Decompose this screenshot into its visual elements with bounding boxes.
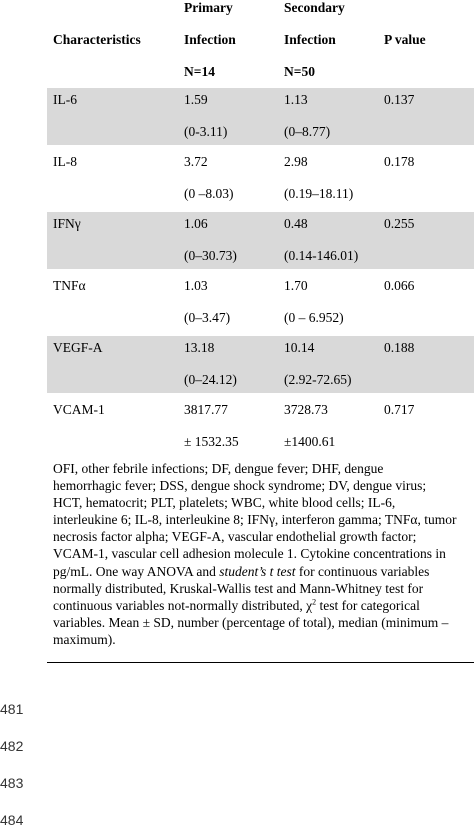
- footnote-line: HCT, hematocrit; PLT, platelets; WBC, white blood cells; IL-6,: [53, 495, 396, 511]
- superscript: 2: [312, 597, 317, 607]
- primary-value: 1.59: [184, 92, 208, 107]
- primary-range: ± 1532.35: [184, 434, 239, 449]
- primary-range: (0–30.73): [184, 248, 237, 263]
- secondary-value: 2.98: [284, 154, 308, 169]
- secondary-value: 10.14: [284, 340, 315, 355]
- secondary-range: ±1400.61: [284, 434, 336, 449]
- footnote-line: hemorrhagic fever; DSS, dengue shock syndrome; DV, dengue virus;: [53, 478, 427, 494]
- primary-value: 1.06: [184, 216, 208, 231]
- footnote-italic-text: student’s t test: [219, 563, 296, 579]
- secondary-value: 1.13: [284, 92, 308, 107]
- primary-value: 3817.77: [184, 402, 228, 417]
- footnote-line: variables. Mean ± SD, number (percentage of total), median (minimum –: [53, 614, 449, 630]
- footnote-line: normally distributed, Kruskal-Wallis test and Mann-Whitney test for: [53, 580, 424, 596]
- table-row: [47, 336, 474, 393]
- secondary-value: 0.48: [284, 216, 308, 231]
- table-row: [47, 88, 474, 145]
- secondary-value: 3728.73: [284, 402, 328, 417]
- line-number: 483: [0, 775, 24, 791]
- footnote-text: test for categorical: [316, 597, 420, 613]
- p-value: 0.066: [384, 278, 415, 293]
- horizontal-rule: [47, 662, 474, 663]
- row-characteristic: IFNγ: [53, 216, 81, 231]
- row-characteristic: VCAM-1: [53, 402, 105, 417]
- secondary-range: (0–8.77): [284, 124, 331, 139]
- footnote-line: interleukine 6; IL-8, interleukine 8; IFNγ, interferon gamma; TNFα, tumor: [53, 512, 457, 528]
- table-footnote: [53, 460, 474, 648]
- footnote-line: [53, 563, 474, 580]
- secondary-value: 1.70: [284, 278, 308, 293]
- secondary-range: (0.19–18.11): [284, 186, 354, 201]
- primary-value: 13.18: [184, 340, 215, 355]
- header-characteristics: Characteristics: [53, 32, 141, 47]
- table-row: [47, 398, 474, 455]
- p-value: 0.717: [384, 402, 415, 417]
- primary-range: (0-3.11): [184, 124, 228, 139]
- table-row: [47, 274, 474, 331]
- p-value: 0.137: [384, 92, 415, 107]
- table-row: [47, 212, 474, 269]
- primary-value: 3.72: [184, 154, 208, 169]
- line-number: 484: [0, 812, 24, 828]
- header-primary-line3: N=14: [184, 64, 215, 79]
- secondary-range: (2.92-72.65): [284, 372, 352, 387]
- footnote-line: [53, 597, 474, 614]
- table-row: [47, 150, 474, 207]
- footnote-text: pg/mL. One way ANOVA and: [53, 563, 216, 579]
- primary-range: (0–3.47): [184, 310, 231, 325]
- header-primary-line2: Infection: [184, 32, 236, 47]
- header-pvalue: P value: [384, 32, 426, 47]
- primary-range: (0–24.12): [184, 372, 237, 387]
- header-primary-line1: Primary: [184, 0, 233, 15]
- line-number: 482: [0, 738, 24, 754]
- primary-range: (0 –8.03): [184, 186, 234, 201]
- row-characteristic: IL-6: [53, 92, 77, 107]
- p-value: 0.255: [384, 216, 415, 231]
- p-value: 0.178: [384, 154, 415, 169]
- footnote-text: for continuous variables: [295, 563, 430, 579]
- footnote-text: continuous variables not-normally distributed, χ: [53, 597, 313, 613]
- primary-value: 1.03: [184, 278, 208, 293]
- row-characteristic: IL-8: [53, 154, 77, 169]
- secondary-range: (0 – 6.952): [284, 310, 344, 325]
- row-characteristic: TNFα: [53, 278, 86, 293]
- header-secondary-line3: N=50: [284, 64, 315, 79]
- line-number: 481: [0, 701, 24, 717]
- p-value: 0.188: [384, 340, 415, 355]
- header-secondary-line1: Secondary: [284, 0, 345, 15]
- footnote-line: maximum).: [53, 631, 116, 647]
- footnote-line: VCAM-1, vascular cell adhesion molecule 1. Cytokine concentrations in: [53, 546, 446, 562]
- footnote-line: necrosis factor alpha; VEGF-A, vascular endothelial growth factor;: [53, 529, 417, 545]
- footnote-line: OFI, other febrile infections; DF, dengue fever; DHF, dengue: [53, 461, 384, 476]
- secondary-range: (0.14-146.01): [284, 248, 359, 263]
- row-characteristic: VEGF-A: [53, 340, 103, 355]
- header-secondary-line2: Infection: [284, 32, 336, 47]
